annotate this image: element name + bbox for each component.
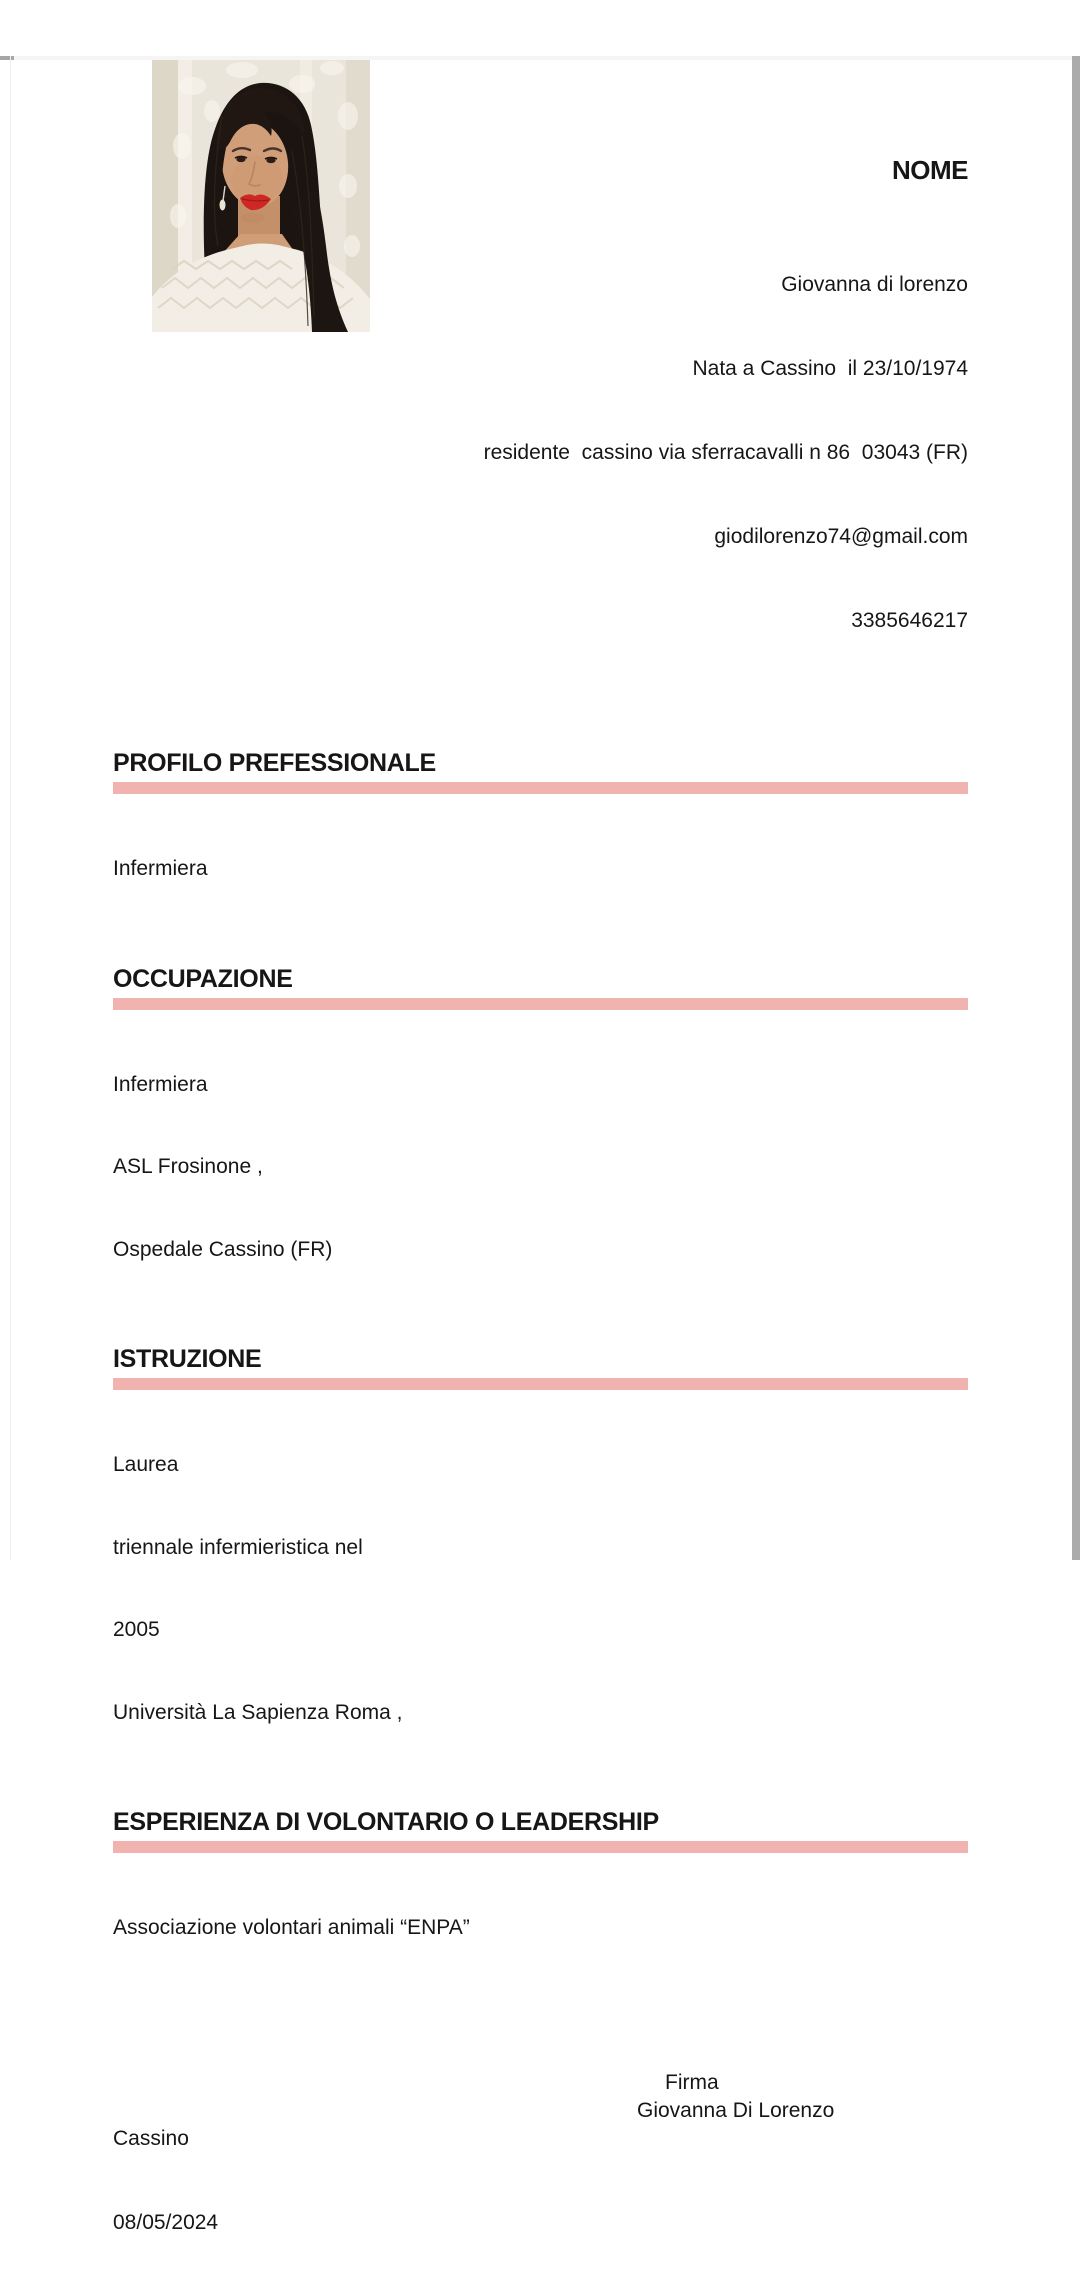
- section-occupazione: [113, 964, 968, 1319]
- portrait-illustration: [152, 56, 370, 332]
- contact-birth: Nata a Cassino il 23/10/1974: [692, 357, 968, 380]
- place-date-block: [113, 2069, 218, 2293]
- section-line: Università La Sapienza Roma ,: [113, 1700, 403, 1724]
- contact-block: [370, 215, 968, 691]
- cv-sections: [113, 748, 968, 1997]
- cv-page: [0, 56, 1080, 2234]
- section-line: Infermiera: [113, 1072, 208, 1096]
- name-heading: NOME: [892, 155, 968, 185]
- section-heading: ISTRUZIONE: [113, 1345, 262, 1373]
- profile-photo: [152, 56, 370, 332]
- contact-email: giodilorenzo74@gmail.com: [714, 525, 968, 548]
- section-line: ASL Frosinone ,: [113, 1155, 263, 1178]
- page-edge-corner: [0, 56, 14, 60]
- section-line: Ospedale Cassino (FR): [113, 1237, 333, 1261]
- contact-phone: 3385646217: [851, 609, 968, 632]
- section-heading: ESPERIENZA DI VOLONTARIO O LEADERSHIP: [113, 1808, 659, 1836]
- section-body: [113, 1396, 968, 1781]
- section-accent-bar: [113, 782, 968, 794]
- section-accent-bar: [113, 998, 968, 1010]
- section-line: 2005: [113, 1618, 160, 1641]
- section-body: [113, 1016, 968, 1319]
- header: [152, 56, 968, 691]
- signature-label: Firma: [665, 2070, 719, 2094]
- section-esperienza: [113, 1807, 968, 1997]
- page-edge-top: [0, 56, 1080, 60]
- section-line: Laurea: [113, 1453, 179, 1476]
- contact-address: residente cassino via sferracavalli n 86 03043 (FR): [483, 441, 968, 464]
- section-body: [113, 800, 968, 938]
- signature-name: Giovanna Di Lorenzo: [637, 2098, 835, 2122]
- footer-place: Cassino: [113, 2126, 189, 2150]
- section-line: Associazione volontari animali “ENPA”: [113, 1916, 470, 1939]
- contact-full-name: Giovanna di lorenzo: [781, 273, 968, 296]
- section-body: [113, 1859, 968, 1997]
- footer-date: 08/05/2024: [113, 2210, 219, 2234]
- section-line: Infermiera: [113, 857, 208, 880]
- section-istruzione: [113, 1344, 968, 1781]
- footer: [113, 2069, 968, 2234]
- section-heading: PROFILO PREFESSIONALE: [113, 749, 436, 777]
- header-text: [370, 56, 968, 691]
- page-edge-left: [10, 56, 11, 1560]
- section-profilo: [113, 748, 968, 938]
- section-heading: OCCUPAZIONE: [113, 964, 293, 993]
- section-accent-bar: [113, 1378, 968, 1390]
- section-accent-bar: [113, 1841, 968, 1853]
- section-line: triennale infermieristica nel: [113, 1535, 363, 1559]
- page-edge-right: [1072, 56, 1080, 1560]
